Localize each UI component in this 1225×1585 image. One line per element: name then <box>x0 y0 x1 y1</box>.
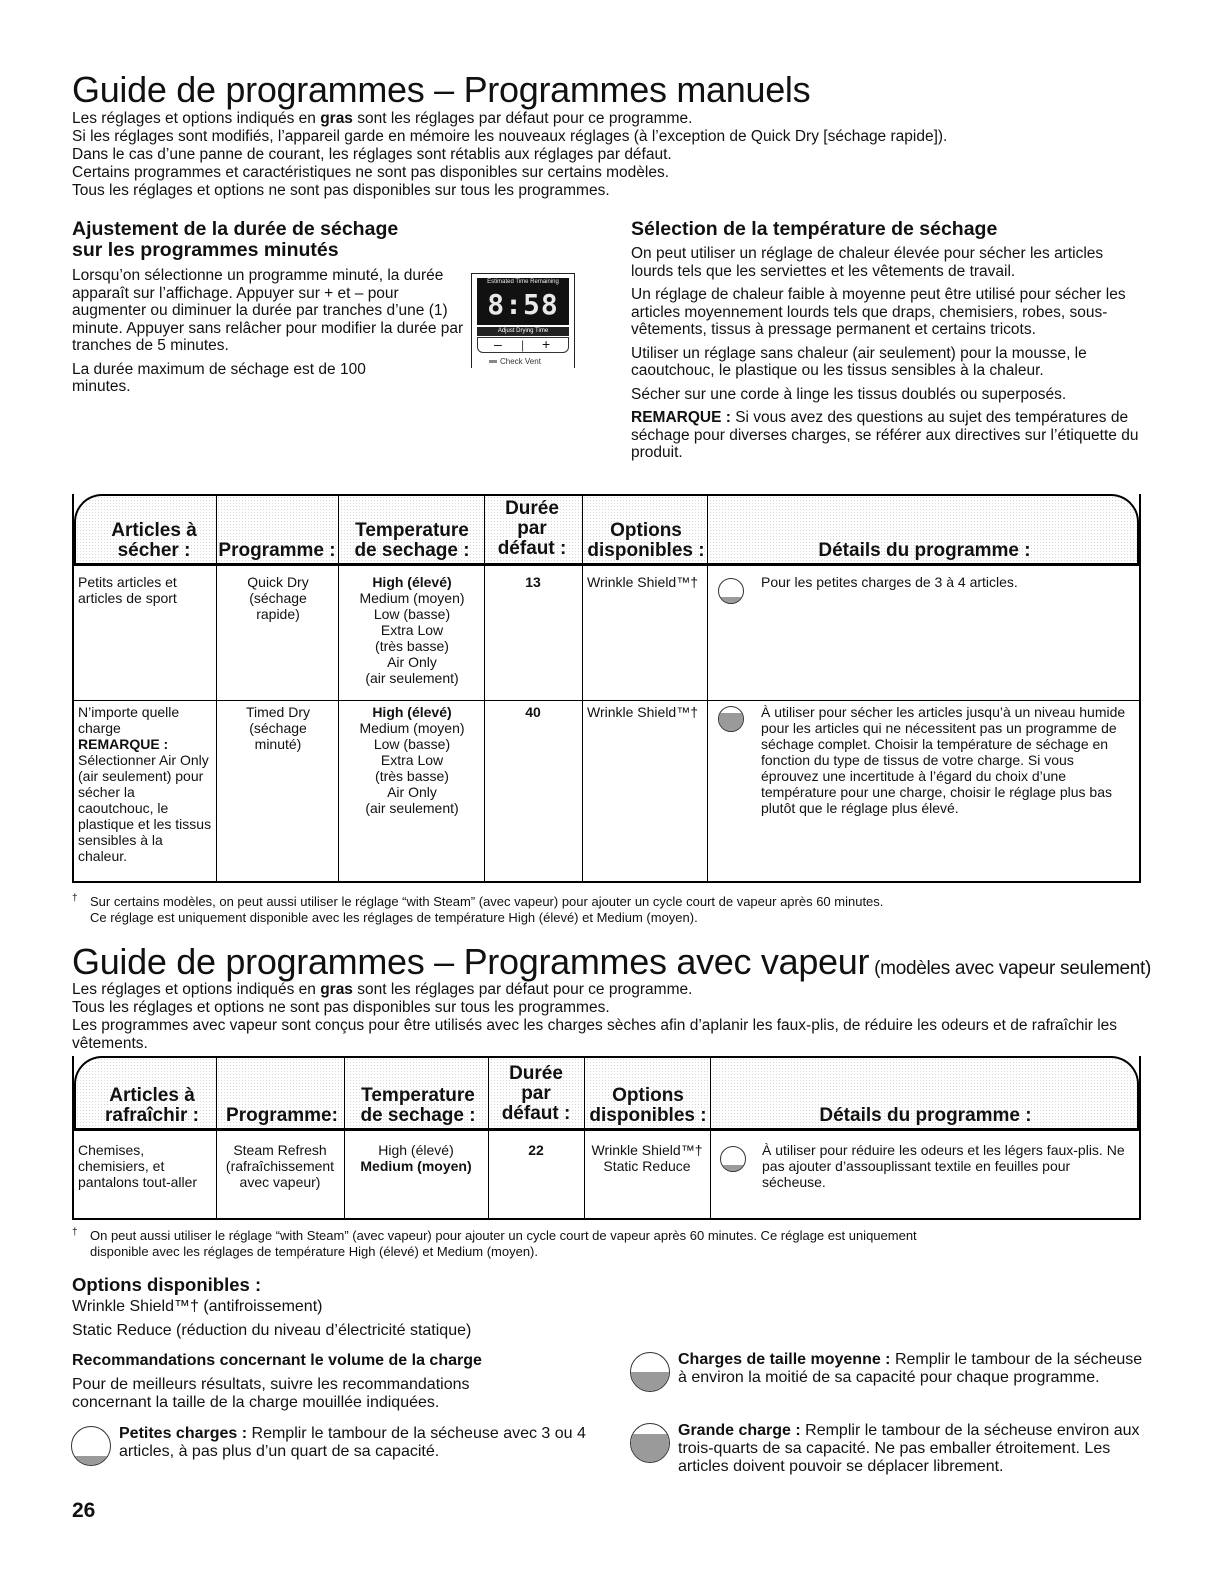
steam-row-1-articles: Chemises, chemisiers, et pantalons tout-aller <box>78 1142 198 1190</box>
button-divider: | <box>521 338 525 352</box>
manual-programs-title: Guide de programmes – Programmes manuels <box>72 69 811 110</box>
small-load-icon <box>720 1146 746 1172</box>
table-row-1-options: Wrinkle Shield™† <box>587 574 699 590</box>
table-row-2-temperature: High (élevé) Medium (moyen) Low (basse) Extra Low (très basse) Air Only (air seulement) <box>359 704 465 816</box>
time-adjust-paragraph-2: La durée maximum de séchage est de 100 minutes. <box>72 360 366 395</box>
page-number: 26 <box>72 1499 96 1522</box>
temperature-remark: REMARQUE : Si vous avez des questions au sujet des températures de séchage pour diverses charges, se référer aux directives sur l’étiquette du produit. <box>631 409 1139 461</box>
time-digits: 8:58 <box>487 288 559 321</box>
steam-intro-line-3: Les programmes avec vapeur sont conçus pour être utilisés avec les charges sèches afin d’aplanir les faux-plis, de réduire les odeurs et de rafraîchir les vêtements. <box>72 1017 1118 1052</box>
steam-row-1-programme: Steam Refresh (rafraîchissement avec vapeur) <box>225 1142 335 1190</box>
table-row-1-details: Pour les petites charges de 3 à 4 articles. <box>761 574 1018 590</box>
steam-row-1-temperature: High (élevé) Medium (moyen) <box>360 1142 472 1174</box>
table-row-2-details: À utiliser pour sécher les articles jusqu’à un niveau humide pour les articles qui ne nécessitent pas un programme de séchage complet. Choisir la température de séchage en fonction du type de tissus de votre charge. Si vous éprouvez une incertitude à l’égard du choix d’une température pour une charge, choisir le réglage plus bas plutôt que le réglage plus élevé. <box>761 704 1126 816</box>
large-load-icon <box>630 1423 670 1463</box>
temperature-paragraph-1: On peut utiliser un réglage de chaleur élevée pour sécher les articles lourds tels que les serviettes et les vêtements de travail. <box>631 245 1104 280</box>
steam-row-1-duree: 22 <box>528 1142 544 1158</box>
minus-button[interactable]: – <box>494 336 502 352</box>
steam-programs-table: Articles à rafraîchir : Programme: Temperature de sechage : Durée par défaut : Options disponibles : Détails du programme : Chemises, chemisiers, et pantalons tout-aller Steam Refresh (rafraîchissement avec vapeur) High (élevé) Medium (moyen) 22 Wrinkle Shield™† Static Reduce À utiliser pour réduire les odeurs et les légers faux-plis. Ne pas ajouter d’assouplissant textile en feuilles pour sécheuse. <box>72 1056 1141 1220</box>
table-row-2-options: Wrinkle Shield™† <box>587 704 699 720</box>
plus-button[interactable]: + <box>542 336 551 352</box>
steam-header-details: Détails du programme : <box>819 1105 1032 1126</box>
recommendations-text: Pour de meilleurs résultats, suivre les recommandations concernant la taille de la charge mouillée indiquées. <box>72 1376 470 1411</box>
header-duree: Durée <box>505 498 559 519</box>
manual-programs-table: Articles à sécher : Programme : Temperature de sechage : Durée par défaut : Options disponibles : Détails du programme : Petits articles et articles de sport Quick Dry (séchage rapide) High (élevé) Medium (moyen) Low (basse) Extra Low (très basse) Air Only (air seulement) 13 Wrinkle Shield™† Pour les petites charges de 3 à 4 articles. N’importe quelle charge REMARQUE : Sélectionner Air Only (air seulement) pour sécher la caoutchouc, le plastique et les tissus sensibles à la chaleur. Timed Dry (séchage minuté) High (élevé) Medium (moyen) Low (basse) Extra Low (très basse) Air Only (air seulement) 40 Wrinkle Shield™† À utiliser pour sécher les articles jusqu’à un niveau humide pour les articles qui ne nécessitent pas un programme de séchage complet. Choisir la température de séchage en fonction du type de tissus de votre charge. Si vous éprouvez une incertitude à l’égard du choix d’une température pour une charge, choisir le réglage plus bas plutôt que le réglage plus élevé. <box>72 494 1141 883</box>
intro-line-3: Dans le cas d’une panne de courant, les réglages sont rétablis aux réglages par défaut. <box>72 146 672 163</box>
temperature-paragraph-4: Sécher sur une corde à linge les tissus doublés ou superposés. <box>631 385 1067 403</box>
steam-row-1-options: Wrinkle Shield™† Static Reduce <box>591 1142 703 1174</box>
steam-header-programme: Programme: <box>226 1105 338 1126</box>
footnote-dagger: † <box>72 1227 78 1238</box>
intro-line-1: Les réglages et options indiqués en gras sont les réglages par défaut pour ce programme. <box>72 110 693 127</box>
table-row-1-temperature: High (élevé) Medium (moyen) Low (basse) Extra Low (très basse) Air Only (air seulement) <box>359 574 465 686</box>
temperature-paragraph-2: Un réglage de chaleur faible à moyenne peut être utilisé pour sécher les articles moyennement lourds tels que draps, chemisiers, robes, sous-vêtements, tissus à pressage permanent et certains tricots. <box>631 286 1126 338</box>
temperature-heading: Sélection de la température de séchage <box>631 218 998 240</box>
time-adjust-heading-2: sur les programmes minutés <box>72 239 339 261</box>
steam-header-articles: Articles à <box>109 1085 195 1106</box>
steam-header-temperature: Temperature <box>361 1085 475 1106</box>
check-vent-indicator: Check Vent <box>489 357 569 366</box>
medium-load-recommendation: Charges de taille moyenne : Remplir le tambour de la sécheuse à environ la moitié de sa capacité pour chaque programme. <box>678 1351 1143 1386</box>
steam-row-1-details: À utiliser pour réduire les odeurs et les légers faux-plis. Ne pas ajouter d’assouplissant textile en feuilles pour sécheuse. <box>762 1142 1125 1190</box>
header-temperature: Temperature <box>355 520 469 541</box>
intro-line-5: Tous les réglages et options ne sont pas disponibles sur tous les programmes. <box>72 182 610 199</box>
steam-footnote: † On peut aussi utiliser le réglage “with Steam” (avec vapeur) pour ajouter un cycle court de vapeur après 60 minutes. Ce réglage est uniquement disponible avec les réglages de température High (élevé) et Medium (moyen). <box>72 1227 917 1259</box>
table-row-2-duree: 40 <box>525 704 541 720</box>
table-row-1-duree: 13 <box>525 574 541 590</box>
intro-line-2: Si les réglages sont modifiés, l’appareil garde en mémoire les nouveaux réglages (à l’exception de Quick Dry [séchage rapide]). <box>72 128 948 145</box>
time-adjust-paragraph-1: Lorsqu’on sélectionne un programme minuté, la durée apparaît sur l’affichage. Appuyer sur + et – pour augmenter ou diminuer la durée par tranches d’une (1) minute. Appuyer sans relâcher pour modifier la durée par tranches de 5 minutes. <box>72 267 464 354</box>
table-row-1-programme: Quick Dry (séchage rapide) <box>247 574 309 622</box>
small-load-icon <box>71 1426 111 1466</box>
steam-programs-title: Guide de programmes – Programmes avec vapeur (modèles avec vapeur seulement) <box>72 941 1152 982</box>
temperature-paragraph-3: Utiliser un réglage sans chaleur (air seulement) pour la mousse, le caoutchouc, le plastique ou les tissus sensibles à la chaleur. <box>631 344 1087 379</box>
footnote-dagger: † <box>72 893 78 904</box>
option-wrinkle-shield: Wrinkle Shield™† (antifroissement) <box>72 1298 323 1315</box>
recommendations-heading: Recommandations concernant le volume de la charge <box>72 1352 482 1369</box>
steam-intro-line-2: Tous les réglages et options ne sont pas disponibles sur tous les programmes. <box>72 999 610 1016</box>
control-panel-display <box>471 273 577 370</box>
header-options: Options <box>610 520 682 541</box>
steam-header-options: Options <box>612 1085 684 1106</box>
steam-intro <box>72 981 1147 1053</box>
time-adjust-buttons <box>477 337 569 353</box>
small-load-icon <box>718 578 744 604</box>
temperature-section <box>631 219 1147 468</box>
time-adjust-section <box>72 219 472 402</box>
intro-line-4: Certains programmes et caractéristiques ne sont pas disponibles sur certains modèles. <box>72 164 670 181</box>
option-static-reduce: Static Reduce (réduction du niveau d’électricité statique) <box>72 1322 472 1339</box>
steam-header-duree: Durée <box>509 1063 563 1084</box>
large-load-recommendation: Grande charge : Remplir le tambour de la sécheuse environ aux trois-quarts de sa capacité. Ne pas emballer étroitement. Les articles doivent pouvoir se déplacer librement. <box>678 1422 1140 1475</box>
available-options-heading: Options disponibles : <box>72 1274 262 1295</box>
medium-load-icon <box>630 1352 670 1392</box>
steam-intro-line-1: Les réglages et options indiqués en gras sont les réglages par défaut pour ce programme. <box>72 981 693 998</box>
header-articles: Articles à <box>111 520 197 541</box>
table-row-1-articles: Petits articles et articles de sport <box>78 574 177 606</box>
adjust-drying-time-label: Adjust Drying Time <box>477 327 569 336</box>
table-row-2-programme: Timed Dry (séchage minuté) <box>245 704 311 752</box>
check-vent-icon <box>489 360 497 363</box>
time-adjust-heading-1: Ajustement de la durée de séchage <box>72 218 399 240</box>
load-recommendations <box>72 1352 592 1412</box>
table-row-2-articles: N’importe quelle charge REMARQUE : Sélectionner Air Only (air seulement) pour sécher la caoutchouc, le plastique et les tissus sensibles à la chaleur. <box>78 704 212 864</box>
manual-footnote: † Sur certains modèles, on peut aussi utiliser le réglage “with Steam” (avec vapeur) pour ajouter un cycle court de vapeur après 60 minutes. Ce réglage est uniquement disponible avec les réglages de température High (élevé) et Medium (moyen). <box>72 893 884 925</box>
estimated-time-label: Estimated Time Remaining <box>487 279 559 285</box>
header-programme: Programme : <box>218 540 336 561</box>
small-load-recommendation: Petites charges : Remplir le tambour de la sécheuse avec 3 ou 4 articles, à pas plus d’un quart de sa capacité. <box>119 1425 586 1460</box>
header-details: Détails du programme : <box>818 540 1031 561</box>
manual-intro <box>72 110 1152 200</box>
available-options-section <box>72 1274 612 1340</box>
large-load-icon <box>718 706 744 732</box>
